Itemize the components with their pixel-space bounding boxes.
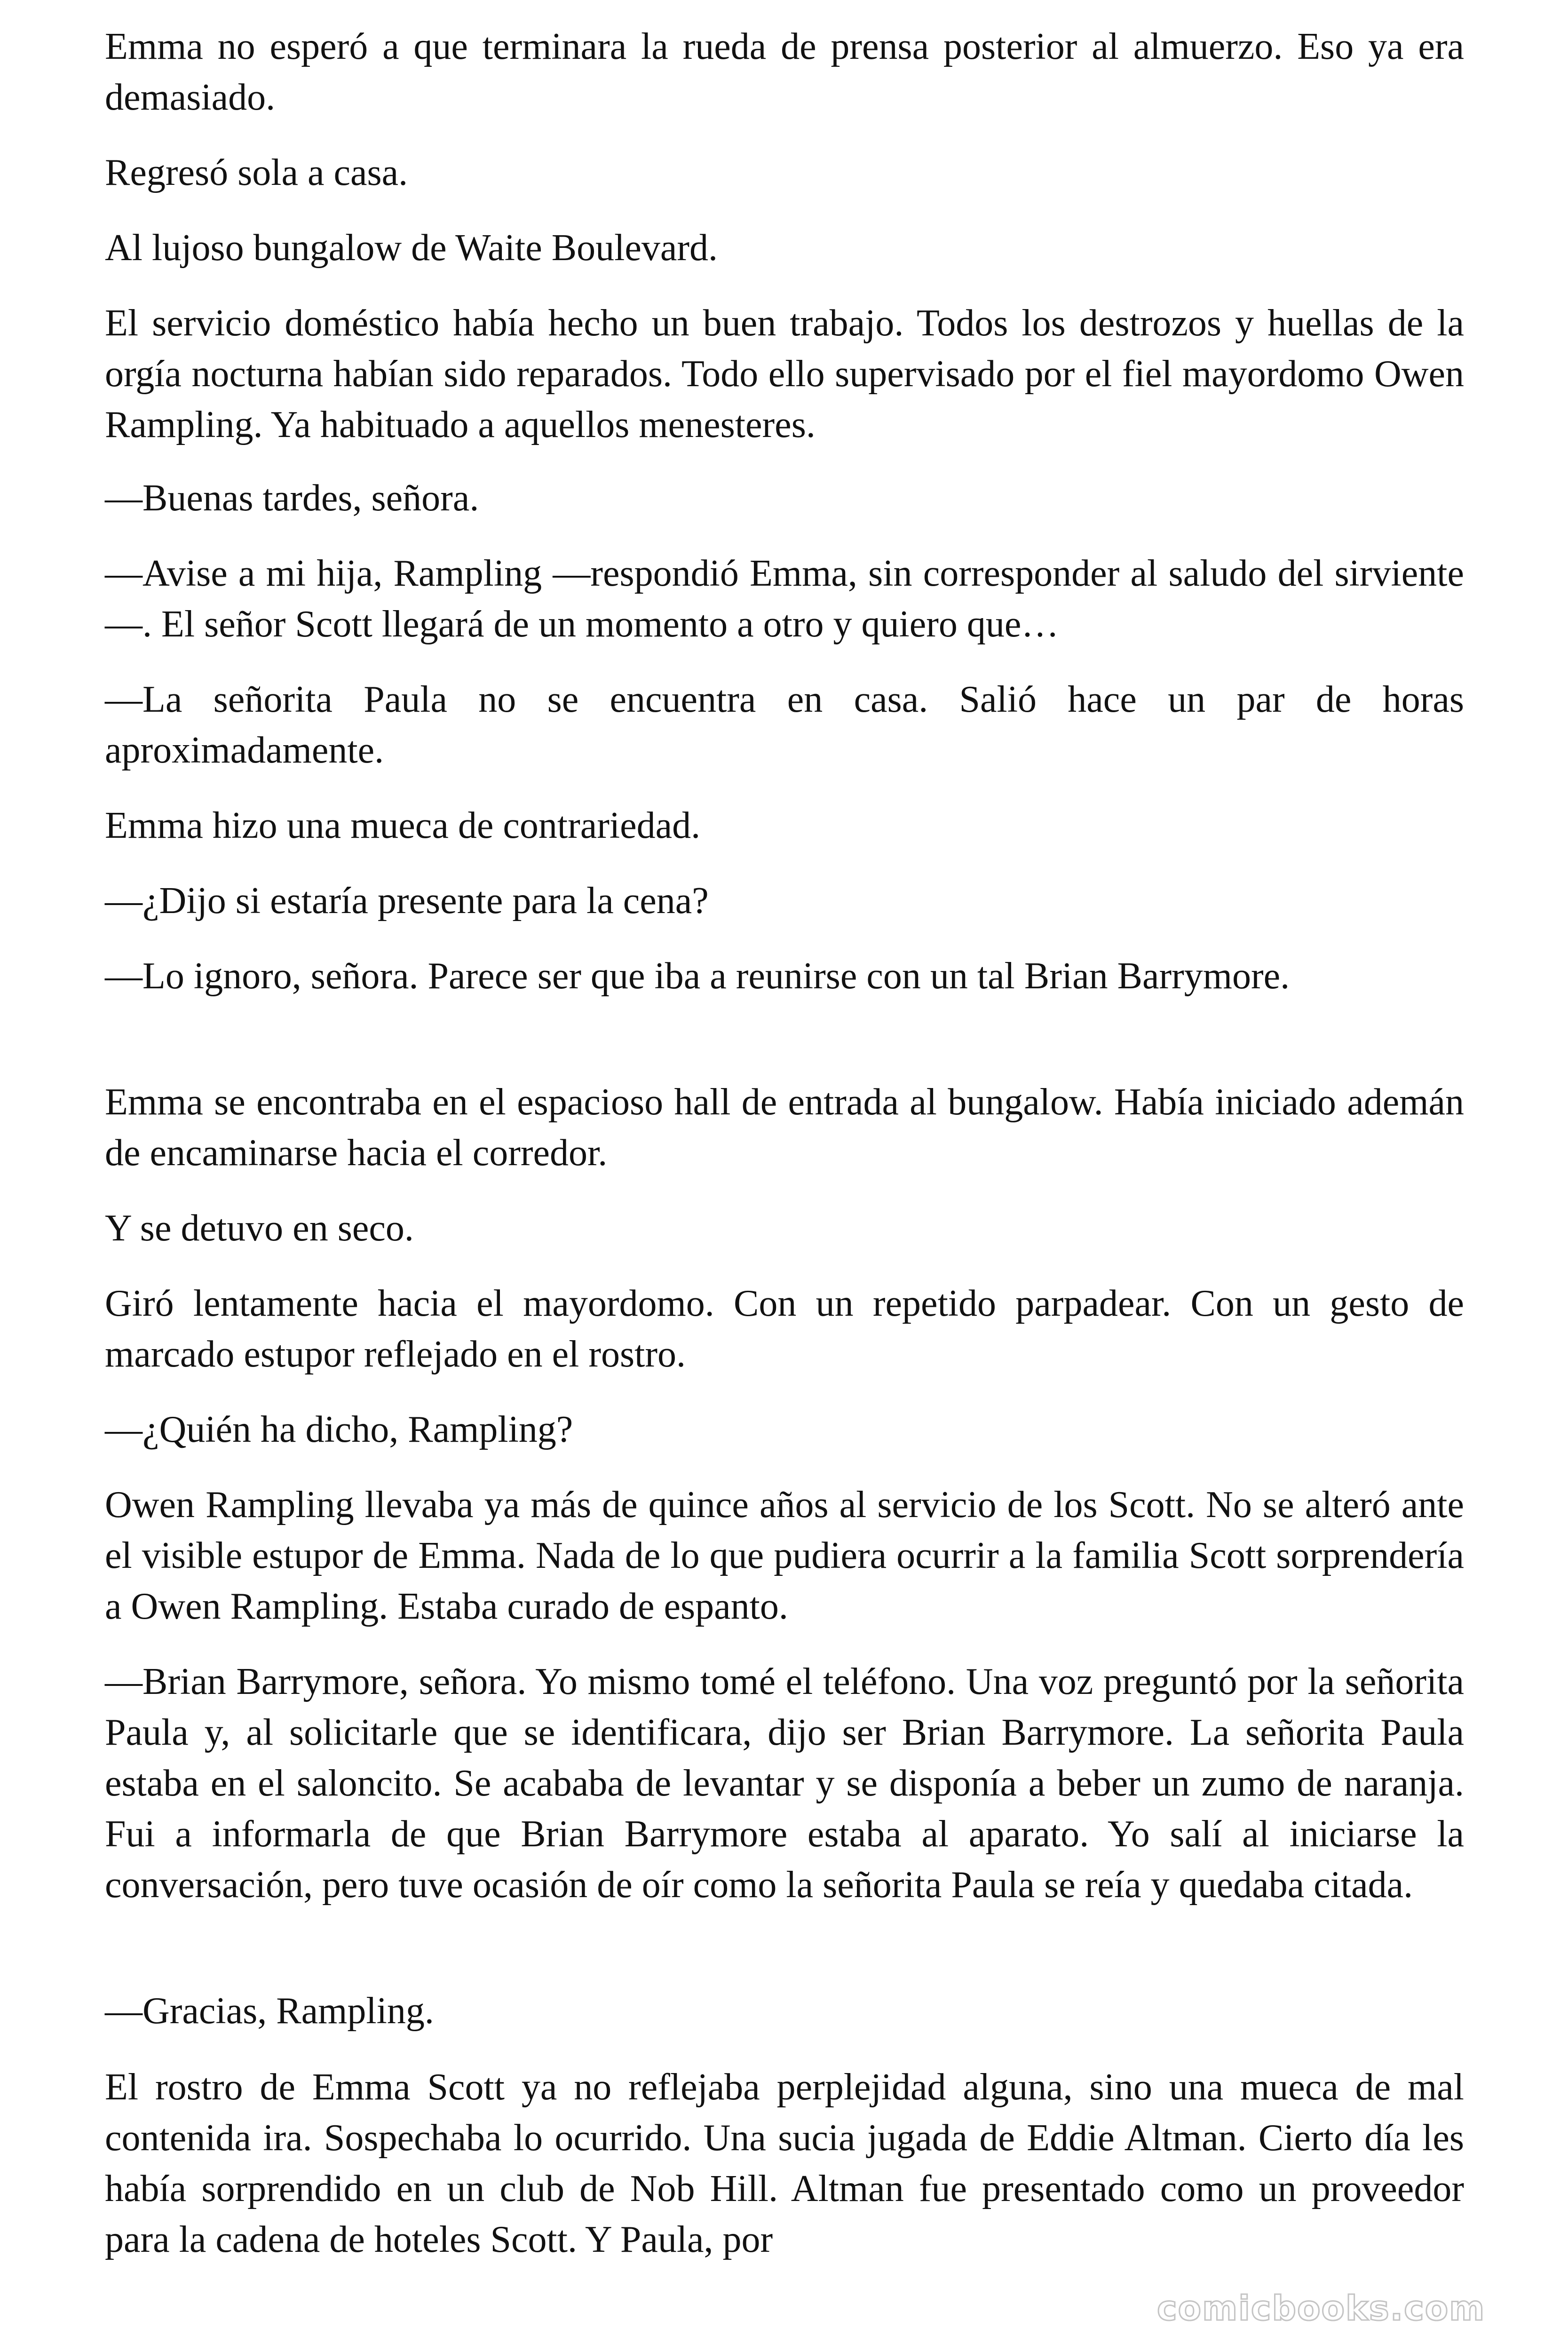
paragraph: —La señorita Paula no se encuentra en casa. Salió hace un par de horas aproximadamente.: [105, 679, 1464, 771]
paragraph: Regresó sola a casa.: [105, 152, 408, 193]
paragraph: Al lujoso bungalow de Waite Boulevard.: [105, 227, 718, 269]
paragraph: —Lo ignoro, señora. Parece ser que iba a reunirse con un tal Brian Barrymore.: [105, 955, 1290, 997]
paragraph: Giró lentamente hacia el mayordomo. Con un repetido parpadear. Con un gesto de marcado estupor reflejado en el rostro.: [105, 1283, 1464, 1375]
paragraph: —¿Dijo si estaría presente para la cena?: [105, 880, 709, 922]
document-page: [105, 0, 1464, 2352]
watermark: comicbooks.com: [1157, 2288, 1486, 2328]
paragraph: —Buenas tardes, señora.: [105, 477, 479, 519]
paragraph: —Brian Barrymore, señora. Yo mismo tomé el teléfono. Una voz preguntó por la señorita Paula y, al solicitarle que se identificara, dijo ser Brian Barrymore. La señorita Paula estaba en el saloncito. Se acababa de levantar y se disponía a beber un zumo de naranja. Fui a informarla de que Brian Barrymore estaba al aparato. Yo salí al iniciarse la conversación, pero tuve ocasión de oír como la señorita Paula se reía y quedaba citada.: [105, 1661, 1464, 1906]
paragraph: Emma se encontraba en el espacioso hall de entrada al bungalow. Había iniciado ademán de encaminarse hacia el corredor.: [105, 1081, 1464, 1174]
paragraph: —¿Quién ha dicho, Rampling?: [105, 1409, 573, 1450]
paragraph: El servicio doméstico había hecho un buen trabajo. Todos los destrozos y huellas de la orgía nocturna habían sido reparados. Todo ello supervisado por el fiel mayordomo Owen Rampling. Ya habituado a aquellos menesteres.: [105, 302, 1464, 445]
paragraph: Y se detuvo en seco.: [105, 1208, 414, 1249]
paragraph: Emma no esperó a que terminara la rueda de prensa posterior al almuerzo. Eso ya era demasiado.: [105, 26, 1464, 118]
paragraph: —Gracias, Rampling.: [105, 1990, 434, 2032]
paragraph: Owen Rampling llevaba ya más de quince años al servicio de los Scott. No se alteró ante el visible estupor de Emma. Nada de lo que pudiera ocurrir a la familia Scott sorprendería a Owen Rampling. Estaba curado de espanto.: [105, 1484, 1464, 1627]
paragraph: Emma hizo una mueca de contrariedad.: [105, 805, 701, 846]
paragraph: El rostro de Emma Scott ya no reflejaba perplejidad alguna, sino una mueca de mal contenida ira. Sospechaba lo ocurrido. Una sucia jugada de Eddie Altman. Cierto día les había sorprendido en un club de Nob Hill. Altman fue presentado como un proveedor para la cadena de hoteles Scott. Y Paula, por: [105, 2066, 1464, 2260]
paragraph: —Avise a mi hija, Rampling —respondió Emma, sin corresponder al saludo del sirviente—. El señor Scott llegará de un momento a otro y quiero que…: [105, 553, 1464, 645]
